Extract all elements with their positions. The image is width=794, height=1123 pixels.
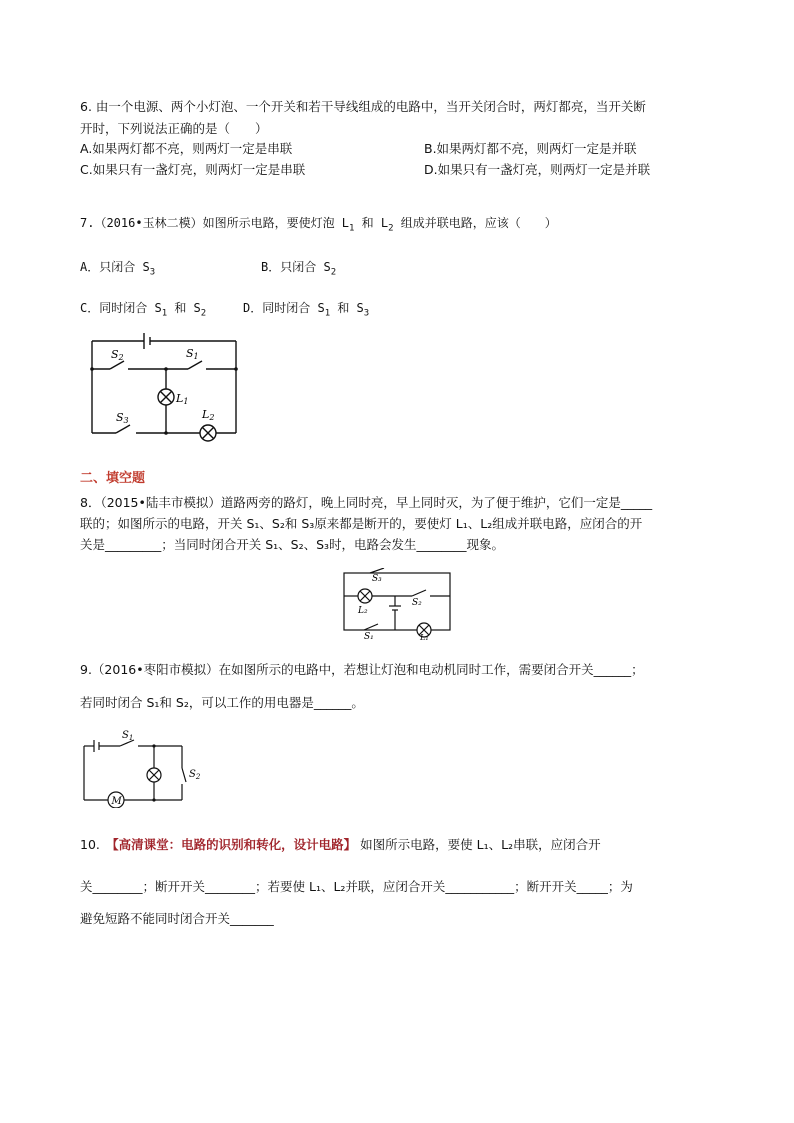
label-l2: L₂ xyxy=(358,606,368,616)
q7-circuit-diagram xyxy=(80,325,250,443)
label-l1: L1 xyxy=(176,392,189,406)
q10-stem-line1: 10. 【高清课堂：电路的识别和转化，设计电路】 如图所示电路，要使 L₁、L₂串联，应闭合开 xyxy=(80,837,601,852)
q7-stem: 7.（2016•玉林二模）如图所示电路，要使灯泡 $L_1$ 和 $L_2$ 组成并联电路，应该（ ） xyxy=(80,216,557,234)
q9-circuit-diagram xyxy=(80,728,210,808)
q6-stem-line2: 开时，下列说法正确的是（ ） xyxy=(80,121,268,136)
label-l1: L₁ xyxy=(420,633,429,640)
switch-s2 xyxy=(412,590,426,596)
q8-stem-line1: 8．（2015•陆丰市模拟）道路两旁的路灯，晚上同时亮，早上同时灭，为了便于维护，它们一定是_____ xyxy=(80,495,653,510)
label-s2: S₂ xyxy=(412,598,422,608)
label-l2: L2 xyxy=(202,408,215,422)
label-s2: $S_2$ xyxy=(189,769,201,781)
switch-s2 xyxy=(182,768,186,782)
q7-option-d: D．同时闭合 $S_1$ 和 $S_3$ xyxy=(243,301,370,319)
switch-s2 xyxy=(110,361,124,369)
q7-option-b: B．只闭合 $S_2$ xyxy=(261,260,337,278)
q10-stem-line2: 关________；断开开关________；若要使 L₁、L₂并联，应闭合开关___________；断开开关_____；为 xyxy=(80,879,633,894)
label-s1: S₁ xyxy=(364,632,374,640)
section-fill-in-blank-title: 二、填空题 xyxy=(80,471,146,486)
q8-circuit-diagram xyxy=(340,568,455,640)
q9-stem-line2: 若同时闭合 S₁和 S₂，可以工作的用电器是______。 xyxy=(80,695,364,710)
q7-option-c: C．同时闭合 $S_1$ 和 $S_2$ xyxy=(80,301,207,319)
q8-stem-line3: 关是_________；当同时闭合开关 S₁、S₂、S₃时，电路会发生________现象。 xyxy=(80,537,505,552)
q9-stem-line1: 9.（2016•枣阳市模拟）在如图所示的电路中，若想让灯泡和电动机同时工作，需要闭合开关______； xyxy=(80,662,644,677)
q6-stem-line1: 6. 由一个电源、两个小灯泡、一个开关和若干导线组成的电路中，当开关闭合时，两灯都亮，当开关断 xyxy=(80,99,646,114)
label-s1: $S_1$ xyxy=(122,730,134,742)
switch-s1 xyxy=(188,361,202,369)
q7-option-a: A．只闭合 $S_3$ xyxy=(80,260,156,278)
label-s1: S1 xyxy=(186,347,199,361)
q6-option-c: C.如果只有一盏灯亮，则两灯一定是串联 xyxy=(80,162,306,177)
q6-option-a: A.如果两灯都不亮，则两灯一定是串联 xyxy=(80,141,293,156)
switch-s3 xyxy=(116,425,130,433)
q8-stem-line2: 联的；如图所示的电路，开关 S₁、S₂和 S₃原来都是断开的，要使灯 L₁、L₂组成并联电路，应闭合的开 xyxy=(80,516,643,531)
label-s2: S2 xyxy=(111,348,124,362)
label-motor: M xyxy=(111,796,122,807)
label-s3: S₃ xyxy=(372,574,382,584)
q6-option-d: D.如果只有一盏灯亮，则两灯一定是并联 xyxy=(424,162,651,177)
q6-option-b: B.如果两灯都不亮，则两灯一定是并联 xyxy=(424,141,637,156)
q10-topic-tag: 【高清课堂：电路的识别和转化，设计电路】 xyxy=(112,837,357,852)
label-s3: S3 xyxy=(116,411,129,425)
q10-stem-line3: 避免短路不能同时闭合开关_______ xyxy=(80,911,274,926)
switch-s1 xyxy=(364,624,378,630)
